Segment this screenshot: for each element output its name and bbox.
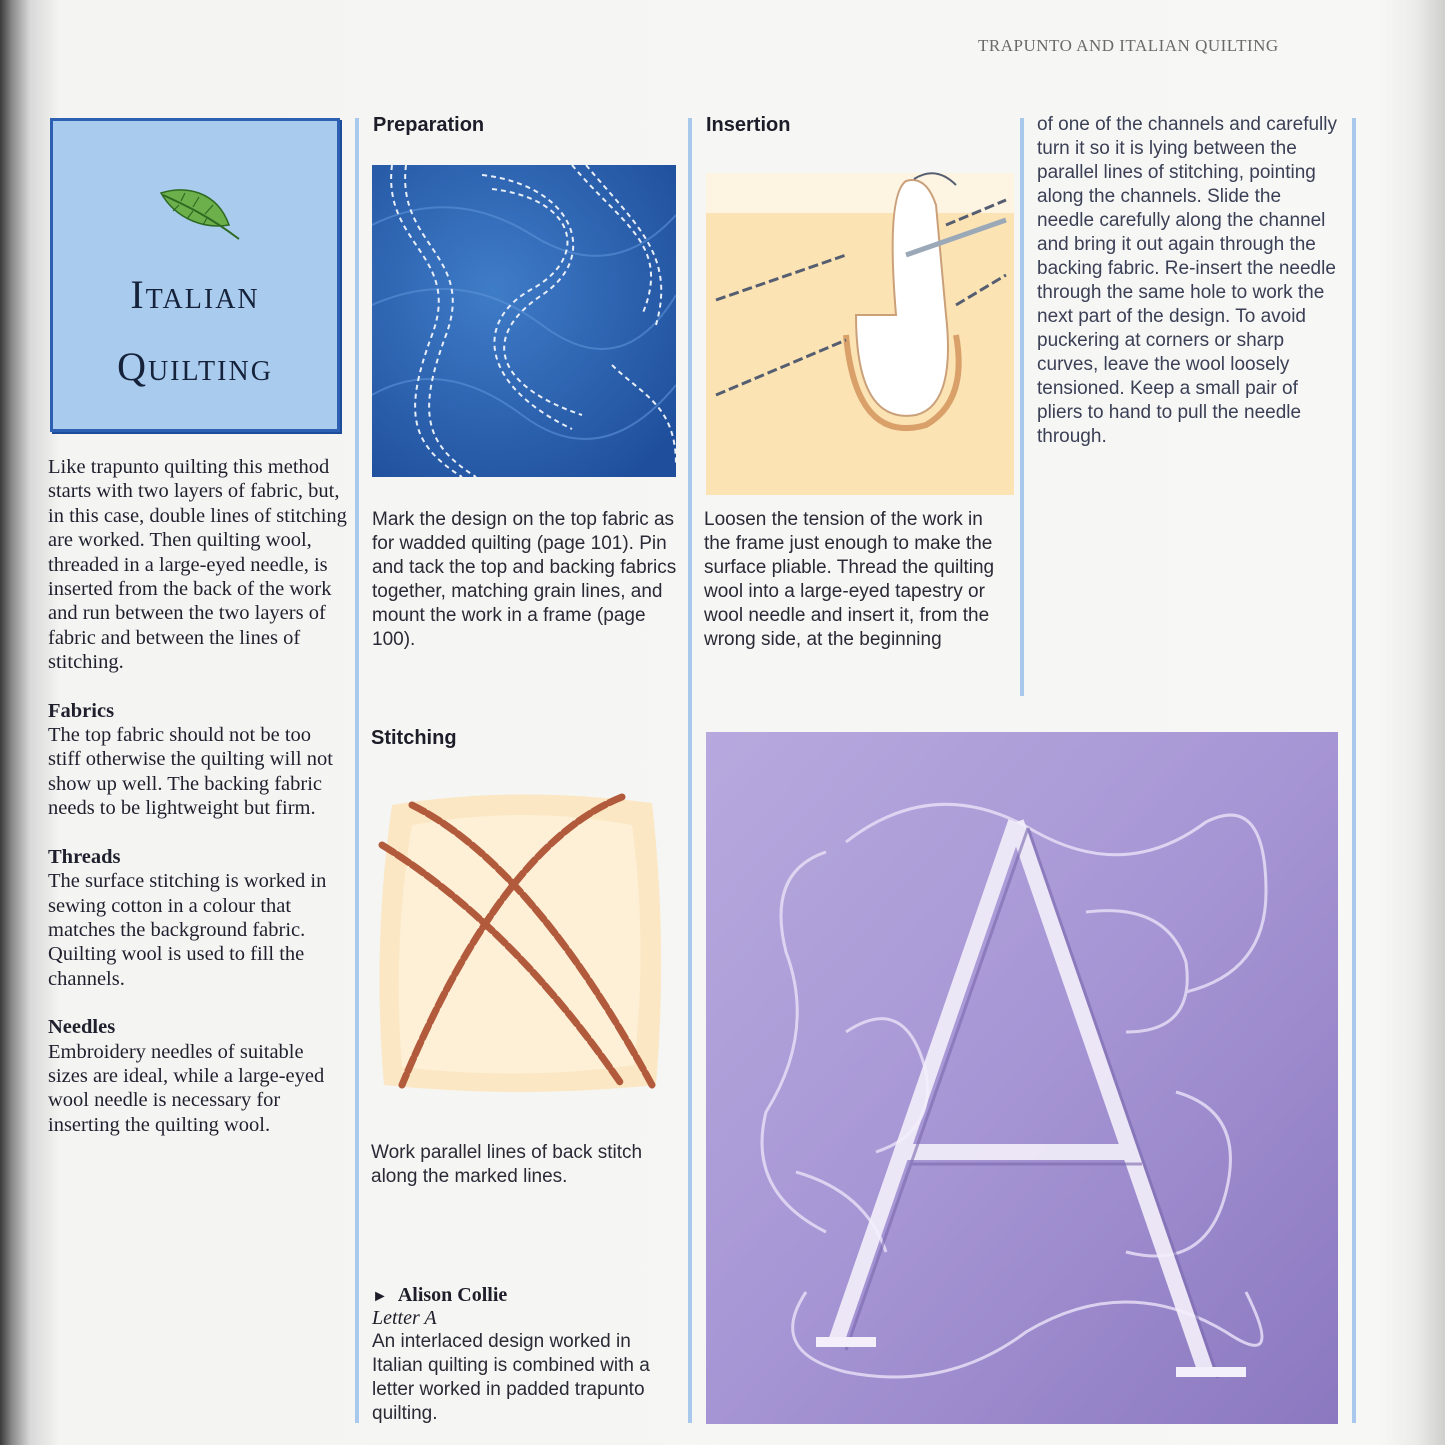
- pointer-arrow-icon: ►: [372, 1288, 388, 1305]
- column-rule-3: [1020, 118, 1024, 696]
- running-head: TRAPUNTO AND ITALIAN QUILTING: [978, 36, 1279, 55]
- photo-credit: [372, 1284, 672, 1426]
- column-rule-2: [688, 118, 692, 1423]
- preparation-heading: Preparation: [373, 114, 485, 136]
- credit-artist: Alison Collie: [397, 1284, 508, 1306]
- insertion-heading: Insertion: [706, 114, 791, 136]
- stitching-illustration: [372, 785, 668, 1099]
- title-line-1: Italian: [130, 272, 260, 317]
- needles-heading: Needles: [48, 1016, 116, 1039]
- stitching-text: Work parallel lines of back stitch along the marked lines.: [371, 1142, 643, 1187]
- fabrics-heading: Fabrics: [48, 699, 115, 722]
- insertion-text: Loosen the tension of the work in the frame just enough to make the surface pliable. Thread the quilting wool into a large-eyed tapestry or wool needle and insert it, from the wrong side, at the beginning: [704, 509, 995, 650]
- threads-heading: Threads: [48, 845, 121, 868]
- sidebar-text: [48, 455, 348, 1161]
- insertion-illustration: [706, 165, 1014, 495]
- leaf-icon: [155, 185, 241, 243]
- title-line-2: Quilting: [117, 344, 273, 389]
- fabrics-section: [48, 699, 348, 821]
- needles-section: [48, 1015, 348, 1137]
- preparation-text: Mark the design on the top fabric as for wadded quilting (page 101). Pin and tack the top and backing fabrics together, matching grain lines, and mount the work in a frame (page 100).: [372, 509, 677, 650]
- stitching-heading: Stitching: [371, 727, 457, 749]
- letter-a-photo: [706, 732, 1338, 1424]
- credit-artist-line: [372, 1284, 672, 1307]
- fabrics-text: The top fabric should not be too stiff otherwise the quilting will not show up well. The backing fabric needs to be lightweight but firm.: [48, 724, 333, 820]
- needles-text: Embroidery needles of suitable sizes are ideal, while a large-eyed wool needle is necessary for inserting the quilting wool.: [48, 1040, 325, 1136]
- intro-paragraph: Like trapunto quilting this method starts with two layers of fabric, but, in this case, double lines of stitching are worked. Then quilting wool, threaded in a large-eyed needle, is inserted from the back of the work and run between the two layers of fabric and between the lines of stitching.: [48, 456, 347, 674]
- credit-caption: An interlaced design worked in Italian quilting is combined with a letter worked in padded trapunto quilting.: [372, 1331, 650, 1424]
- threads-text: The surface stitching is worked in sewing cotton in a colour that matches the background fabric. Quilting wool is used to fill the channels.: [48, 870, 327, 990]
- preparation-photo: [372, 165, 676, 477]
- credit-work-title: Letter A: [372, 1307, 437, 1329]
- insertion-continuation-text: of one of the channels and carefully turn it so it is lying between the parallel lines of stitching, pointing along the channels. Slide the needle carefully along the channel and bring it out again through the backing fabric. Re-insert the needle through the same hole to work the next part of the design. To avoid puckering at corners or sharp curves, leave the wool loosely tensioned. Keep a small pair of pliers to hand to pull the needle through.: [1037, 114, 1337, 447]
- title-box: [50, 118, 340, 432]
- column-rule-1: [355, 118, 359, 1423]
- column-rule-4: [1352, 118, 1356, 1423]
- threads-section: [48, 845, 348, 991]
